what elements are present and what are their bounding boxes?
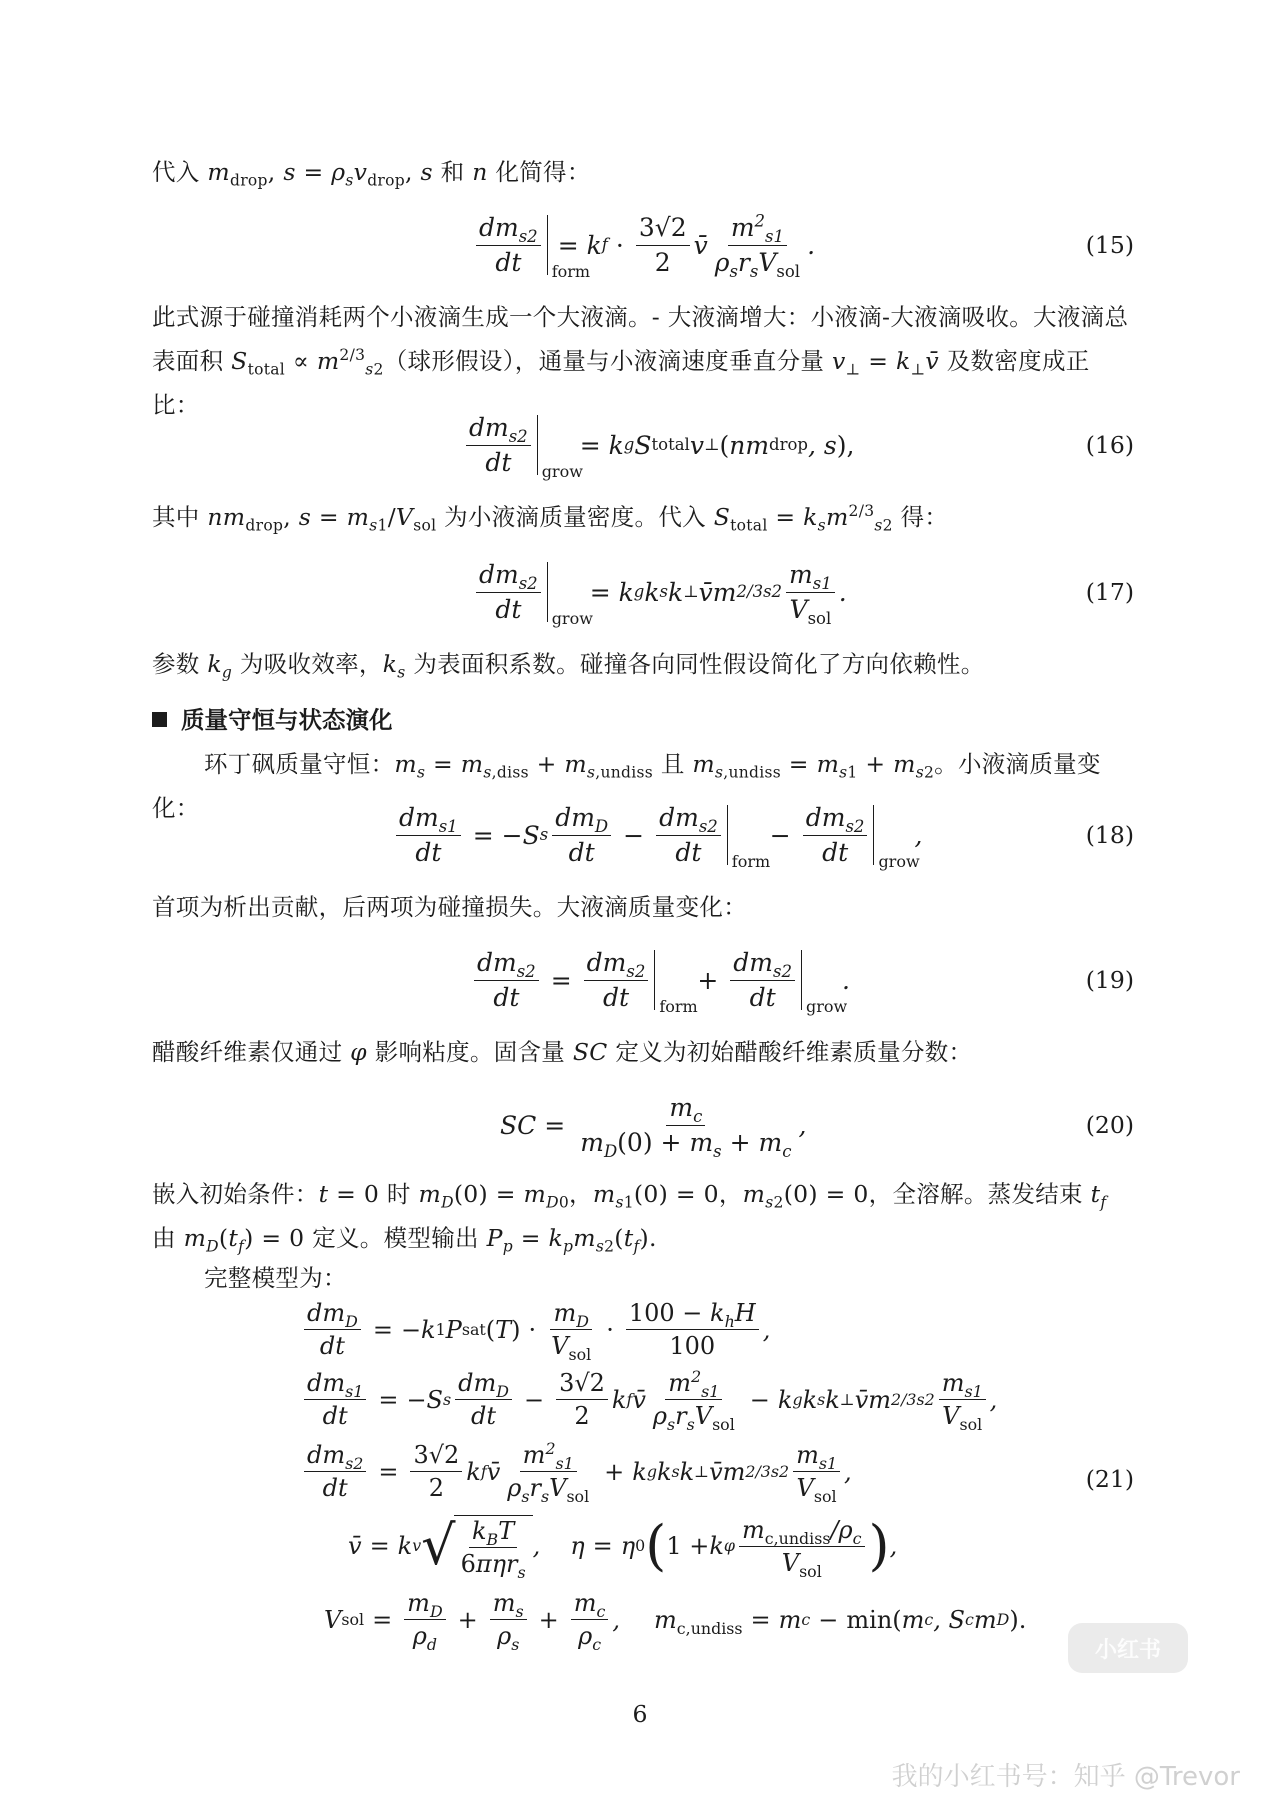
equation-21-system (300, 1300, 1134, 1680)
page-number: 6 (632, 1700, 648, 1728)
system-line-2: $\frac{dm_{s1}}{dt}$ = − S s $\frac{dm_D}{dt}$ − $\frac{3√2}{2}$ k f v̄ $\frac{m^2_{s1}}{\rho_sr_sV_{sol}}$ − k g k s k ⊥ v̄m 2/3 s2 $\frac{m_{s1}}{V_{sol}}$ , (300, 1370, 997, 1430)
paragraph-intro: 代入 $m_{drop}$, $s = \rho_sv_{drop}$, s 和 n 化简得： (152, 158, 591, 190)
square-bullet-icon (152, 712, 167, 727)
watermark-logo: 小红书 (1068, 1623, 1188, 1673)
paragraph-mass-conservation: 环丁砜质量守恒：$m_s = m_{s,diss} + m_{s,undiss}$ 且 $m_{s,undiss} = m_{s1} + m_{s2}$。小液滴质量变化： (152, 750, 1101, 822)
equation-number: (20) (1085, 1111, 1134, 1139)
paragraph-after-17: 参数 $k_g$ 为吸收效率，$k_s$ 为表面积系数。碰撞各向同性假设简化了方向依赖性。 (152, 650, 985, 682)
paragraph-full-model: 完整模型为： (204, 1264, 347, 1292)
system-line-1: $\frac{dm_D}{dt}$ = − k 1 P sat ( T ) · $\frac{m_D}{V_{sol}}$ · $\frac{100 - k_hH}{100}$ , (300, 1300, 770, 1360)
equation-15: $\frac{dm_{s2}}{dt}$ form = k f · $\frac{3√2}{2}$ v̄ $\frac{m^2_{s1}}{\rho_sr_sV_{sol}}$ . (15) (152, 205, 1134, 285)
paragraph-after-16: 其中 $nm_{drop}$, $s = m_{s1}/V_{sol}$ 为小液滴质量密度。代入 $S_{total} = k_sm^{2/3}_{s2}$ 得： (152, 502, 949, 535)
equation-number: (21) (1085, 1465, 1134, 1493)
watermark-text: 我的小红书号：知乎 @Trevor (891, 1762, 1240, 1792)
equation-number: (15) (1085, 231, 1134, 259)
equation-19: $\frac{dm_{s2}}{dt}$ = $\frac{dm_{s2}}{dt}$ form + $\frac{dm_{s2}}{dt}$ grow . (19) (152, 940, 1134, 1020)
system-line-5: V sol = $\frac{m_D}{\rho_d}$ + $\frac{m_s}{\rho_s}$ + $\frac{m_c}{\rho_c}$ , $m_{c,undiss}$ = m c − min( m c , S c m D ). (324, 1589, 1027, 1655)
equation-number: (19) (1085, 966, 1134, 994)
equation-17: $\frac{dm_{s2}}{dt}$ grow = k g k s k ⊥ v̄m 2/3 s2 $\frac{m_{s1}}{V_{sol}}$ . (17) (152, 552, 1134, 632)
equation-number: (17) (1085, 578, 1134, 606)
section-heading: 质量守恒与状态演化 (152, 700, 393, 740)
equation-number: (18) (1085, 821, 1134, 849)
paragraph-after-20: 嵌入初始条件：t = 0 时 $m_D(0) = m_{D0}$，$m_{s1}(0) = 0$，$m_{s2}(0) = 0$，全溶解。蒸发结束 $t_f$ 由 $m_D(t_f) = 0$ 定义。模型输出 $P_p = k_pm_{s2}(t_f)$. (152, 1180, 1107, 1256)
paragraph-after-18: 首项为析出贡献，后两项为碰撞损失。大液滴质量变化： (152, 893, 747, 921)
equation-number: (16) (1085, 431, 1134, 459)
equation-18: $\frac{dm_{s1}}{dt}$ = − S s $\frac{dm_D}{dt}$ − $\frac{dm_{s2}}{dt}$ form − $\frac{dm_{s2}}{dt}$ grow , (18) (152, 795, 1134, 875)
system-line-4: v̄ = k v √ $\frac{k_BT}{6\pi\eta r_s}$ , η = η 0 ( 1 + k φ $\frac{m_{c,undiss}/\rho_c}{V_{sol}}$ ) , (348, 1514, 898, 1583)
paragraph-after-15: 此式源于碰撞消耗两个小液滴生成一个大液滴。- 大液滴增大：小液滴-大液滴吸收。大液滴总表面积 $S_{total} \propto m^{2/3}_{s2}$（球形假设），通量与小液滴速度垂直分量 $v_\perp$ = $k_\perp v̄$ 及数密度成正比： (152, 303, 1129, 419)
paragraph-after-19: 醋酸纤维素仅通过 φ 影响粘度。固含量 SC 定义为初始醋酸纤维素质量分数： (152, 1038, 973, 1066)
equation-16: $\frac{dm_{s2}}{dt}$ grow = k g S total v ⊥ ( nm drop , s ), (16) (152, 405, 1134, 485)
system-line-3: $\frac{dm_{s2}}{dt}$ = $\frac{3√2}{2}$ k f v̄ $\frac{m^2_{s1}}{\rho_sr_sV_{sol}}$ + k g k s k ⊥ v̄m 2/3 s2 $\frac{m_{s1}}{V_{sol}}$ , (300, 1442, 852, 1502)
equation-20: SC = $\frac{m_c}{m_D(0) + m_s + m_c}$ , (20) (500, 1093, 1134, 1161)
